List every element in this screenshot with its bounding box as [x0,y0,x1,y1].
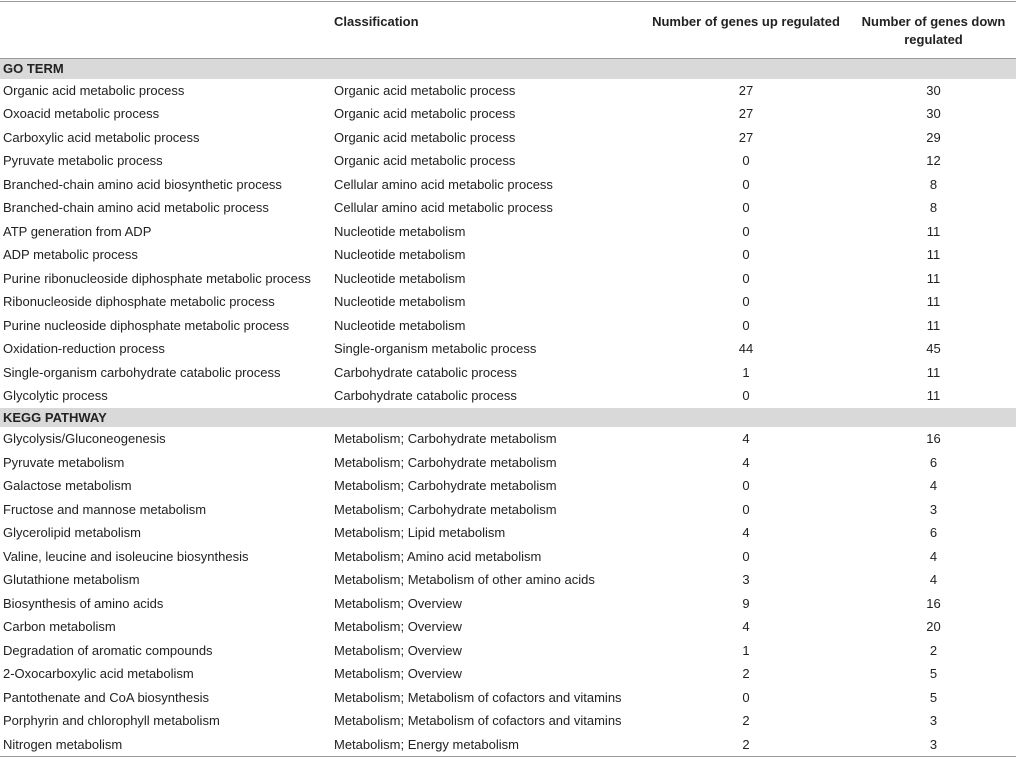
table-row [0,126,1016,150]
table-row [0,615,1016,639]
term-cell: 2-Oxocarboxylic acid metabolism [3,666,194,681]
table-row [0,662,1016,686]
classification-cell: Metabolism; Lipid metabolism [334,525,506,540]
table-row [0,243,1016,267]
table-row [0,290,1016,314]
up-regulated-cell: 0 [742,247,750,262]
section-title: GO TERM [0,59,1016,79]
down-regulated-cell: 30 [926,82,941,98]
term-cell: Pantothenate and CoA biosynthesis [3,689,209,705]
down-regulated-cell: 11 [926,388,941,403]
classification-cell: Metabolism; Amino acid metabolism [334,548,542,564]
classification-cell: Nucleotide metabolism [334,247,466,262]
term-cell: Glycolysis/Gluconeogenesis [3,431,166,446]
down-regulated-cell: 6 [929,454,938,470]
down-regulated-cell: 11 [926,317,941,333]
classification-cell: Nucleotide metabolism [334,294,466,309]
table-row [0,173,1016,197]
down-regulated-cell: 6 [929,525,938,540]
up-regulated-cell: 0 [742,478,750,493]
classification-cell: Metabolism; Metabolism of other amino acids [334,572,595,587]
classification-cell: Metabolism; Overview [334,642,462,658]
term-cell: Pyruvate metabolism [3,454,125,470]
up-regulated-cell: 44 [738,341,754,356]
up-regulated-cell: 27 [738,106,754,121]
down-regulated-cell: 3 [851,733,1016,757]
term-cell: Degradation of aromatic compounds [3,642,213,658]
enrichment-table [0,1,1016,757]
up-regulated-cell: 3 [742,572,750,587]
down-regulated-cell: 30 [926,106,941,121]
term-cell: Porphyrin and chlorophyll metabolism [3,713,220,728]
down-regulated-cell: 11 [926,364,941,380]
up-regulated-cell: 0 [742,153,750,168]
table-row [0,79,1016,103]
down-regulated-cell: 12 [926,153,941,168]
table-row [0,314,1016,338]
term-cell: Carboxylic acid metabolic process [3,129,200,145]
up-regulated-cell: 1 [742,364,750,380]
classification-cell: Carbohydrate catabolic process [334,388,517,403]
term-cell: Branched-chain amino acid metabolic process [3,200,269,215]
table-row [0,709,1016,733]
classification-cell: Metabolism; Energy metabolism [331,733,641,757]
table-row [0,427,1016,451]
classification-cell: Nucleotide metabolism [334,317,466,333]
down-regulated-cell: 5 [929,689,938,705]
section-header-row [0,408,1016,428]
down-regulated-cell: 11 [926,223,941,239]
term-cell: Oxoacid metabolic process [3,106,160,121]
header-down-regulated: Number of genes down regulated [851,2,1016,59]
table-row [0,384,1016,408]
term-cell: Biosynthesis of amino acids [3,595,164,611]
term-cell: Glycolytic process [3,388,108,403]
classification-cell: Metabolism; Carbohydrate metabolism [334,431,557,446]
term-cell: Pyruvate metabolic process [3,153,163,168]
classification-cell: Cellular amino acid metabolic process [334,200,553,215]
classification-cell: Organic acid metabolic process [334,129,516,145]
down-regulated-cell: 8 [929,200,938,215]
down-regulated-cell: 2 [929,642,938,658]
table-row [0,639,1016,663]
table-row [0,733,1016,757]
classification-cell: Metabolism; Metabolism of cofactors and vitamins [334,689,622,705]
down-regulated-cell: 4 [929,548,938,564]
up-regulated-cell: 4 [742,525,750,540]
classification-cell: Metabolism; Carbohydrate metabolism [334,454,557,470]
classification-cell: Metabolism; Metabolism of cofactors and vitamins [334,713,622,728]
term-cell: Branched-chain amino acid biosynthetic process [3,176,282,192]
classification-cell: Metabolism; Overview [334,619,462,634]
up-regulated-cell: 0 [742,294,750,309]
table-row [0,521,1016,545]
term-cell: Galactose metabolism [3,478,132,493]
down-regulated-cell: 20 [926,619,941,634]
up-regulated-cell: 0 [742,176,750,192]
up-regulated-cell: 0 [742,689,750,705]
term-cell: Purine ribonucleoside diphosphate metabolic process [3,270,311,286]
up-regulated-cell: 0 [742,317,750,333]
up-regulated-cell: 2 [641,733,851,757]
table-row [0,545,1016,569]
up-regulated-cell: 4 [742,619,750,634]
up-regulated-cell: 1 [742,642,750,658]
up-regulated-cell: 0 [742,501,750,517]
header-up-regulated: Number of genes up regulated [641,2,851,59]
down-regulated-cell: 4 [929,572,938,587]
table-row [0,102,1016,126]
down-regulated-cell: 4 [929,478,938,493]
classification-cell: Metabolism; Overview [334,666,462,681]
term-cell: Glutathione metabolism [3,572,140,587]
section-title: KEGG PATHWAY [0,408,1016,428]
table-row [0,474,1016,498]
down-regulated-cell: 5 [929,666,938,681]
table-row [0,686,1016,710]
classification-cell: Organic acid metabolic process [334,82,516,98]
up-regulated-cell: 9 [742,595,750,611]
up-regulated-cell: 0 [742,388,750,403]
classification-cell: Single-organism metabolic process [334,341,537,356]
table-row [0,498,1016,522]
up-regulated-cell: 2 [742,666,750,681]
up-regulated-cell: 0 [742,200,750,215]
up-regulated-cell: 4 [742,431,750,446]
down-regulated-cell: 45 [926,341,941,356]
term-cell: Valine, leucine and isoleucine biosynthesis [3,548,249,564]
up-regulated-cell: 27 [738,82,754,98]
term-cell: Oxidation-reduction process [3,341,165,356]
down-regulated-cell: 11 [926,270,941,286]
classification-cell: Nucleotide metabolism [334,270,466,286]
down-regulated-cell: 11 [926,247,941,262]
header-classification: Classification [331,2,641,59]
term-cell: ADP metabolic process [3,247,138,262]
classification-cell: Organic acid metabolic process [334,106,516,121]
down-regulated-cell: 11 [926,294,941,309]
down-regulated-cell: 16 [926,595,941,611]
section-header-row [0,59,1016,79]
down-regulated-cell: 29 [926,129,941,145]
term-cell: Fructose and mannose metabolism [3,501,207,517]
classification-cell: Nucleotide metabolism [334,223,466,239]
classification-cell: Metabolism; Carbohydrate metabolism [334,501,557,517]
up-regulated-cell: 0 [742,223,750,239]
classification-cell: Carbohydrate catabolic process [334,364,517,380]
table-row [0,149,1016,173]
up-regulated-cell: 27 [738,129,754,145]
term-cell: ATP generation from ADP [3,223,152,239]
table-row [0,592,1016,616]
term-cell: Ribonucleoside diphosphate metabolic process [3,294,275,309]
table-row [0,267,1016,291]
table-row [0,220,1016,244]
table-row [0,361,1016,385]
down-regulated-cell: 3 [929,713,938,728]
term-cell: Organic acid metabolic process [3,82,185,98]
term-cell: Purine nucleoside diphosphate metabolic process [3,317,290,333]
down-regulated-cell: 8 [929,176,938,192]
up-regulated-cell: 0 [742,270,750,286]
table-row [0,337,1016,361]
table-row [0,568,1016,592]
up-regulated-cell: 2 [742,713,750,728]
classification-cell: Metabolism; Overview [334,595,462,611]
down-regulated-cell: 3 [929,501,938,517]
term-cell: Carbon metabolism [3,619,116,634]
table-row [0,196,1016,220]
table-header [0,2,1016,59]
header-term [0,2,331,59]
term-cell: Single-organism carbohydrate catabolic process [3,364,281,380]
classification-cell: Metabolism; Carbohydrate metabolism [334,478,557,493]
term-cell: Nitrogen metabolism [0,733,331,757]
table-body [0,59,1016,757]
up-regulated-cell: 4 [742,454,750,470]
up-regulated-cell: 0 [742,548,750,564]
term-cell: Glycerolipid metabolism [3,525,141,540]
classification-cell: Organic acid metabolic process [334,153,516,168]
table-row [0,451,1016,475]
down-regulated-cell: 16 [926,431,941,446]
classification-cell: Cellular amino acid metabolic process [334,176,553,192]
